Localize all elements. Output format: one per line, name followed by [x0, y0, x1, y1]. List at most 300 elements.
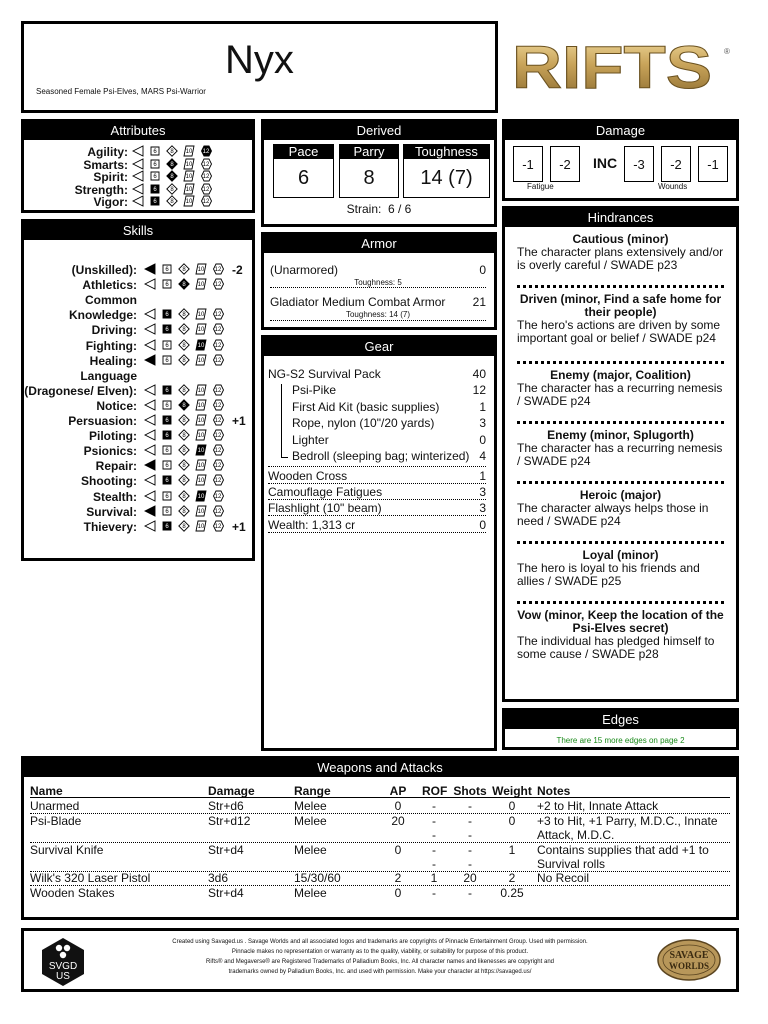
gear-item-value: 3	[479, 484, 486, 499]
die-d6-icon[interactable]	[161, 490, 173, 502]
die-d8-icon[interactable]	[166, 183, 178, 195]
die-label: 6	[165, 327, 169, 334]
svgd-line-2: US	[56, 971, 70, 982]
die-d8-icon[interactable]	[178, 278, 190, 290]
footer-line: Pinnacle makes no representation or warranty as to the quality, viability, or suitability for purpose of this product.	[231, 949, 529, 955]
skill-dice	[144, 459, 228, 471]
skill-row	[24, 339, 137, 351]
die-label: 8	[182, 448, 186, 455]
skill-name: Thievery:	[83, 519, 137, 534]
die-d6-icon[interactable]	[149, 195, 161, 207]
weapon-damage: Str+d4	[208, 843, 244, 857]
die-d12-icon[interactable]	[200, 183, 212, 195]
skill-modifier: +1	[232, 414, 246, 428]
hindrance-item	[517, 609, 724, 661]
die-d6-icon[interactable]	[161, 429, 173, 441]
skill-row	[24, 459, 137, 474]
die-label: 12	[214, 463, 222, 470]
die-label: 12	[214, 508, 222, 515]
weapon-shots: -	[468, 828, 472, 842]
weapon-range: Melee	[294, 799, 327, 813]
die-d10-icon[interactable]	[195, 399, 207, 411]
die-d12-icon[interactable]	[212, 459, 224, 471]
weapon-ap: 2	[394, 871, 402, 885]
die-d12-icon[interactable]	[200, 158, 212, 170]
die-d8-icon[interactable]	[166, 170, 178, 182]
wound-box-2[interactable]: -2	[661, 146, 691, 182]
die-d8-icon[interactable]	[166, 145, 178, 157]
die-d4-icon[interactable]	[144, 354, 156, 366]
weapon-shots: 20	[463, 871, 477, 885]
svg-text:®: ®	[724, 47, 730, 56]
die-d10-icon[interactable]	[195, 263, 207, 275]
hindrance-separator	[517, 285, 724, 288]
hindrances-panel	[502, 206, 739, 702]
attribute-dice	[132, 183, 216, 195]
skill-modifier: -2	[232, 263, 243, 277]
die-d6-icon[interactable]	[161, 444, 173, 456]
die-d10-icon[interactable]	[183, 183, 195, 195]
die-d10-icon[interactable]	[195, 354, 207, 366]
weapons-header-divider	[30, 797, 730, 798]
pace-cell	[273, 144, 334, 198]
skill-dice	[144, 414, 228, 426]
hindrance-item	[517, 233, 724, 272]
weapon-name: Survival Knife	[30, 843, 104, 857]
die-d10-icon[interactable]	[195, 339, 207, 351]
die-d6-icon[interactable]	[161, 399, 173, 411]
gear-pack-row	[268, 366, 486, 382]
die-label: 8	[182, 357, 186, 364]
die-d12-icon[interactable]	[212, 429, 224, 441]
die-d4-icon[interactable]	[132, 158, 144, 170]
weapon-rof: -	[432, 857, 436, 871]
die-label: 8	[182, 342, 186, 349]
gear-item	[268, 484, 486, 500]
toughness-value: 14 (7)	[420, 167, 473, 189]
skill-row	[24, 444, 137, 459]
die-d4-icon[interactable]	[144, 459, 156, 471]
die-d6-icon[interactable]	[149, 183, 161, 195]
gear-item-name: First Aid Kit (basic supplies)	[292, 399, 440, 414]
die-d8-icon[interactable]	[178, 490, 190, 502]
weapon-notes: Contains supplies that add +1 to	[537, 843, 709, 857]
hindrance-title: Cautious (minor)	[572, 232, 669, 246]
damage-header: Damage	[505, 122, 736, 140]
fatigue-box-1[interactable]: -1	[513, 146, 543, 182]
die-d6-icon[interactable]	[149, 158, 161, 170]
gear-item-value: 3	[479, 501, 486, 516]
weapon-shots: -	[468, 799, 472, 813]
die-label: 10	[197, 478, 205, 485]
hindrance-separator	[517, 601, 724, 604]
skill-dice	[144, 339, 228, 351]
hindrance-title: Enemy (minor, Splugorth)	[547, 428, 694, 442]
die-d10-icon[interactable]	[195, 278, 207, 290]
die-label: 8	[182, 463, 186, 470]
gear-pack-name: NG-S2 Survival Pack	[268, 367, 381, 381]
die-d8-icon[interactable]	[178, 263, 190, 275]
gear-header: Gear	[264, 338, 494, 356]
hindrance-title: Enemy (major, Coalition)	[550, 368, 691, 382]
weapons-header: Weapons and Attacks	[24, 759, 736, 777]
weapon-rof: -	[432, 843, 436, 857]
die-label: 8	[170, 199, 174, 206]
die-label: 6	[153, 161, 157, 168]
die-d8-icon[interactable]	[178, 323, 190, 335]
skill-name: Shooting:	[81, 474, 137, 489]
die-label: 8	[182, 508, 186, 515]
die-label: 8	[170, 149, 174, 156]
die-label: 6	[165, 448, 169, 455]
hindrance-description: The character plans extensively and/or is overly careful / SWADE p23	[517, 245, 724, 272]
skill-row	[24, 369, 137, 381]
die-label: 10	[197, 267, 205, 274]
die-label: 10	[197, 403, 205, 410]
die-label: 12	[214, 448, 222, 455]
die-d4-icon[interactable]	[144, 505, 156, 517]
die-d10-icon[interactable]	[183, 170, 195, 182]
die-label: 12	[214, 418, 222, 425]
die-d10-icon[interactable]	[195, 323, 207, 335]
die-label: 8	[182, 478, 186, 485]
strain-label: Strain:	[346, 202, 382, 216]
hindrance-title: Driven (minor, Find a safe home for their people)	[519, 292, 722, 319]
gear-item-name: Camouflage Fatigues	[268, 484, 383, 499]
die-d10-icon[interactable]	[183, 195, 195, 207]
skill-row	[24, 263, 137, 275]
armor-row	[270, 261, 486, 288]
die-d4-icon[interactable]	[144, 474, 156, 486]
die-d4-icon[interactable]	[144, 308, 156, 320]
edges-panel	[502, 708, 739, 750]
armor-row	[270, 293, 486, 321]
die-d12-icon[interactable]	[212, 444, 224, 456]
skill-row	[24, 399, 137, 411]
derived-panel	[261, 119, 497, 227]
armor-value: 21	[472, 295, 486, 309]
character-subtitle: Seasoned Female Psi-Elves, MARS Psi-Warrior	[36, 87, 206, 96]
die-d4-icon[interactable]	[144, 429, 156, 441]
weapons-column-header: AP	[389, 784, 407, 798]
die-label: 8	[182, 267, 186, 274]
weapon-damage: Str+d4	[208, 886, 244, 900]
die-label: 12	[214, 267, 222, 274]
die-label: 8	[170, 174, 174, 181]
skill-dice	[144, 308, 228, 320]
die-d12-icon[interactable]	[212, 354, 224, 366]
die-d6-icon[interactable]	[149, 170, 161, 182]
die-d6-icon[interactable]	[161, 505, 173, 517]
die-d4-icon[interactable]	[144, 263, 156, 275]
gear-pack-item	[292, 415, 486, 431]
skill-row	[24, 414, 137, 426]
die-label: 10	[197, 282, 205, 289]
weapons-column-header: Name	[30, 784, 63, 798]
die-d4-icon[interactable]	[144, 278, 156, 290]
die-d12-icon[interactable]	[212, 505, 224, 517]
attributes-panel	[21, 119, 255, 213]
die-label: 6	[153, 186, 157, 193]
die-d12-icon[interactable]	[212, 399, 224, 411]
hindrance-item	[517, 369, 724, 408]
gear-item-name: Flashlight (10" beam)	[268, 501, 382, 516]
die-d12-icon[interactable]	[212, 323, 224, 335]
die-d8-icon[interactable]	[178, 354, 190, 366]
die-d6-icon[interactable]	[161, 459, 173, 471]
die-label: 6	[165, 418, 169, 425]
die-label: 12	[214, 433, 222, 440]
die-label: 12	[214, 523, 222, 530]
gear-item-value: 0	[479, 432, 486, 447]
skill-dice	[144, 263, 228, 275]
weapons-column-header: ROF	[422, 784, 448, 798]
die-d12-icon[interactable]	[212, 490, 224, 502]
die-d6-icon[interactable]	[161, 520, 173, 532]
attribute-row	[24, 158, 128, 170]
footer-line: Created using Savaged.us . Savage Worlds and all associated logos and trademarks are copyrights of Pinnacle Entertainment Group. Used with permission.	[172, 939, 588, 945]
skill-name: Piloting:	[89, 429, 137, 444]
die-d12-icon[interactable]	[212, 263, 224, 275]
weapon-notes: +2 to Hit, Innate Attack	[537, 799, 659, 813]
die-d10-icon[interactable]	[195, 459, 207, 471]
die-label: 12	[214, 478, 222, 485]
die-d10-icon[interactable]	[195, 429, 207, 441]
skill-row	[24, 293, 137, 308]
skill-name: Persuasion:	[68, 414, 137, 428]
die-d4-icon[interactable]	[132, 195, 144, 207]
hindrance-title: Vow (minor, Keep the location of the Psi-Elves secret)	[517, 608, 724, 635]
incapacitated-label[interactable]: INC	[593, 155, 618, 171]
die-d12-icon[interactable]	[200, 170, 212, 182]
skill-dice	[144, 384, 228, 396]
die-d12-icon[interactable]	[212, 520, 224, 532]
die-d12-icon[interactable]	[212, 384, 224, 396]
parry-label: Parry	[340, 145, 398, 159]
die-d4-icon[interactable]	[144, 399, 156, 411]
die-d6-icon[interactable]	[161, 278, 173, 290]
die-d6-icon[interactable]	[161, 414, 173, 426]
die-d4-icon[interactable]	[144, 414, 156, 426]
skill-row	[24, 323, 137, 338]
die-d8-icon[interactable]	[178, 384, 190, 396]
skill-dice	[144, 505, 228, 517]
fatigue-box-2[interactable]: -2	[550, 146, 580, 182]
die-d12-icon[interactable]	[212, 308, 224, 320]
die-d4-icon[interactable]	[144, 520, 156, 532]
attribute-row	[24, 195, 128, 207]
die-label: 6	[165, 267, 169, 274]
die-label: 8	[170, 186, 174, 193]
die-d12-icon[interactable]	[212, 278, 224, 290]
die-label: 10	[185, 186, 193, 193]
gear-item-name: Lighter	[292, 432, 329, 447]
die-d8-icon[interactable]	[178, 459, 190, 471]
die-label: 12	[214, 312, 222, 319]
rifts-logo	[512, 42, 730, 94]
die-d8-icon[interactable]	[178, 339, 190, 351]
character-name: Nyx	[225, 38, 294, 82]
toughness-cell	[403, 144, 490, 198]
weapons-column-header: Shots	[453, 784, 487, 798]
skill-row	[24, 308, 137, 323]
weapon-ap: 20	[391, 814, 405, 828]
attribute-name: Vigor:	[93, 195, 128, 209]
die-d6-icon[interactable]	[161, 354, 173, 366]
die-label: 6	[165, 282, 169, 289]
skill-name: (Dragonese/ Elven):	[24, 383, 137, 398]
attribute-dice	[132, 158, 216, 170]
skill-row	[24, 490, 137, 502]
die-d10-icon[interactable]	[195, 505, 207, 517]
die-d8-icon[interactable]	[178, 414, 190, 426]
weapon-name: Psi-Blade	[30, 814, 82, 828]
die-label: 10	[197, 342, 205, 349]
die-d8-icon[interactable]	[178, 308, 190, 320]
gear-item-value: 4	[479, 449, 486, 463]
wound-box-1[interactable]: -3	[624, 146, 654, 182]
weapons-column-header: Notes	[537, 784, 571, 798]
die-label: 6	[165, 312, 169, 319]
die-label: 8	[182, 433, 186, 440]
die-d10-icon[interactable]	[195, 414, 207, 426]
weapon-damage: Str+d12	[208, 814, 251, 828]
weapon-damage: Str+d6	[208, 799, 244, 813]
pace-label: Pace	[274, 145, 333, 159]
die-d4-icon[interactable]	[144, 384, 156, 396]
die-d8-icon[interactable]	[178, 520, 190, 532]
die-d6-icon[interactable]	[149, 145, 161, 157]
pace-value: 6	[297, 167, 310, 189]
die-d4-icon[interactable]	[132, 170, 144, 182]
die-label: 10	[197, 508, 205, 515]
die-label: 6	[153, 199, 157, 206]
die-d12-icon[interactable]	[200, 145, 212, 157]
weapon-range: Melee	[294, 886, 327, 900]
weapon-range: Melee	[294, 843, 327, 857]
die-label: 10	[197, 312, 205, 319]
die-d6-icon[interactable]	[161, 263, 173, 275]
die-d10-icon[interactable]	[195, 308, 207, 320]
weapons-column-header: Range	[294, 784, 331, 798]
gear-pack-item	[292, 432, 486, 448]
die-d4-icon[interactable]	[144, 339, 156, 351]
armor-toughness: Toughness: 14 (7)	[345, 310, 411, 319]
weapon-weight: 0	[508, 814, 516, 828]
footer-line: trademarks owned by Palladium Books, Inc. and used with permission. Make your character at https://savaged.us/	[228, 969, 532, 975]
die-d10-icon[interactable]	[183, 158, 195, 170]
armor-panel	[261, 232, 497, 330]
die-d6-icon[interactable]	[161, 474, 173, 486]
die-label: 10	[197, 357, 205, 364]
die-label: 12	[214, 403, 222, 410]
attribute-name: Smarts:	[83, 157, 128, 172]
die-d4-icon[interactable]	[132, 183, 144, 195]
die-d10-icon[interactable]	[183, 145, 195, 157]
die-d10-icon[interactable]	[195, 474, 207, 486]
weapons-panel	[21, 756, 739, 920]
die-label: 6	[165, 463, 169, 470]
die-d8-icon[interactable]	[166, 195, 178, 207]
wound-box-3[interactable]: -1	[698, 146, 728, 182]
die-d12-icon[interactable]	[212, 339, 224, 351]
attribute-name: Agility:	[87, 145, 128, 159]
die-label: 8	[182, 282, 186, 289]
die-d6-icon[interactable]	[161, 384, 173, 396]
weapon-ap: 0	[394, 886, 402, 900]
weapon-name: Wooden Stakes	[30, 886, 115, 900]
derived-header: Derived	[264, 122, 494, 140]
hindrance-separator	[517, 481, 724, 484]
die-label: 12	[214, 342, 222, 349]
weapon-rof: -	[432, 886, 436, 900]
die-d12-icon[interactable]	[212, 414, 224, 426]
attribute-row	[24, 145, 128, 157]
footer-legal-text	[144, 937, 616, 977]
die-d4-icon[interactable]	[144, 490, 156, 502]
skill-row	[24, 354, 137, 366]
edges-page-note[interactable]: There are 15 more edges on page 2	[556, 736, 685, 745]
gear-item-value: 12	[472, 383, 486, 397]
die-d8-icon[interactable]	[166, 158, 178, 170]
die-label: 10	[197, 418, 205, 425]
attribute-dice	[132, 145, 216, 157]
die-d4-icon[interactable]	[132, 145, 144, 157]
attribute-dice	[132, 170, 216, 182]
die-d12-icon[interactable]	[200, 195, 212, 207]
skill-dice	[144, 399, 228, 411]
die-label: 8	[182, 493, 186, 500]
die-d8-icon[interactable]	[178, 474, 190, 486]
die-d6-icon[interactable]	[161, 339, 173, 351]
die-d8-icon[interactable]	[178, 429, 190, 441]
gear-pack-item	[292, 448, 486, 464]
skill-dice	[144, 444, 228, 456]
armor-header: Armor	[264, 235, 494, 253]
skills-header: Skills	[24, 222, 252, 240]
die-label: 6	[165, 433, 169, 440]
skill-dice	[144, 354, 228, 366]
gear-item	[268, 517, 486, 533]
skill-name: Driving:	[91, 323, 137, 338]
gear-pack-bracket	[281, 384, 288, 458]
die-label: 8	[170, 161, 174, 168]
die-d12-icon[interactable]	[212, 474, 224, 486]
die-d8-icon[interactable]	[178, 505, 190, 517]
skill-dice	[144, 490, 228, 502]
weapon-weight: 0	[508, 799, 516, 813]
die-label: 10	[197, 463, 205, 470]
die-d6-icon[interactable]	[161, 308, 173, 320]
die-d10-icon[interactable]	[195, 490, 207, 502]
die-d10-icon[interactable]	[195, 444, 207, 456]
die-d8-icon[interactable]	[178, 444, 190, 456]
die-d10-icon[interactable]	[195, 520, 207, 532]
sw-line-1: SAVAGE	[669, 950, 709, 961]
die-d8-icon[interactable]	[178, 399, 190, 411]
footer-line: Rifts® and Megaverse® are Registered Trademarks of Palladium Books, Inc. All character names and likenesses are copyright and	[205, 959, 554, 965]
armor-name: Gladiator Medium Combat Armor	[270, 295, 446, 309]
weapon-notes: Attack, M.D.C.	[537, 828, 615, 842]
strain-value: 6 / 6	[388, 202, 412, 216]
die-d10-icon[interactable]	[195, 384, 207, 396]
die-d4-icon[interactable]	[144, 444, 156, 456]
weapon-shots: -	[468, 886, 472, 900]
weapon-rof: -	[432, 828, 436, 842]
die-label: 6	[165, 478, 169, 485]
die-d6-icon[interactable]	[161, 323, 173, 335]
die-d4-icon[interactable]	[144, 323, 156, 335]
